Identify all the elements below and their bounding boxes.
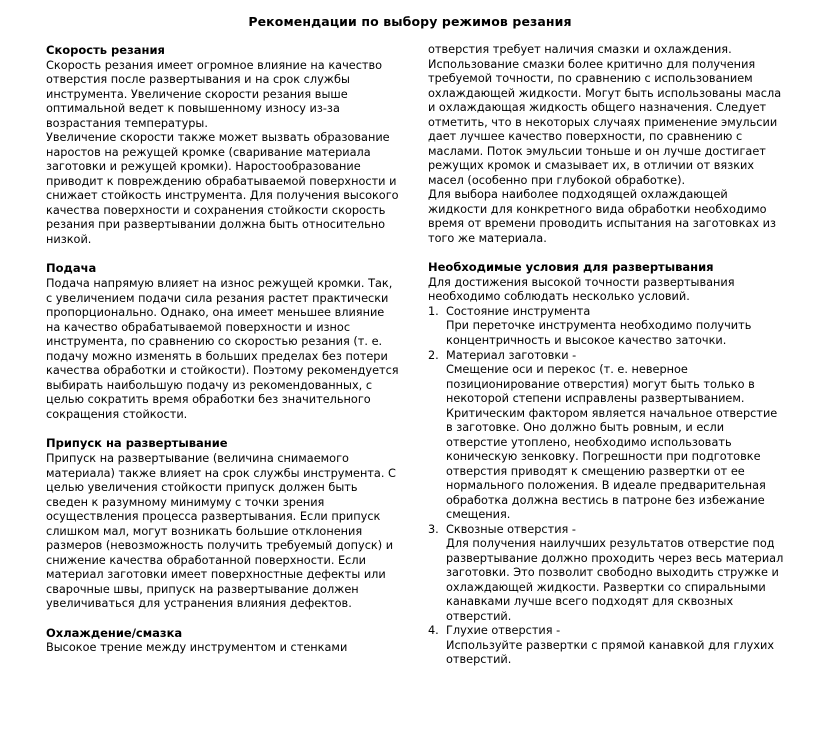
right-column	[428, 43, 784, 668]
list-item	[428, 624, 784, 668]
section-reaming-allowance	[46, 436, 402, 611]
list-item-body: Смещение оси и перекос (т. е. неверное позиционирование отверстия) могут быть только в некоторой степени исправлены развертыванием. Критическим фактором является начальное отверстие в заготовке. Оно должно быть ровным, и если отверстие утоплено, необходимо использовать коническую зенковку. Погрешности при подготовке отверстия приводят к смещению развертки от ее нормального положения. В идеале предварительная обработка должна вестись в патроне без избежание смещения.	[446, 363, 778, 522]
paragraph: Подача напрямую влияет на износ режущей кромки. Так, с увеличением подачи сила резания растет практически пропорционально. Однако, она имеет меньшее влияние на качество обрабатываемой поверхности и износ инструмента, по сравнению со скоростью резания (т. е. подачу можно изменять в больших пределах без потери качества обработки и стойкости). Поэтому рекомендуется выбирать наибольшую подачу из рекомендованных, с целью сократить время обработки без значительного сокращения стойкости.	[46, 277, 399, 421]
list-item-title: Материал заготовки -	[446, 348, 577, 362]
left-column	[46, 43, 402, 656]
list-item-title: Сквозные отверстия -	[446, 522, 577, 536]
paragraph-intro: Для достижения высокой точности развертывания необходимо соблюдать несколько условий.	[428, 275, 735, 304]
conditions-list	[428, 305, 784, 668]
section-heading: Необходимые условия для развертывания	[428, 260, 714, 275]
list-item-body: Используйте развертки с прямой канавкой для глухих отверстий.	[446, 638, 775, 667]
list-item-number: 2.	[428, 348, 439, 362]
list-item-title: Глухие отверстия -	[446, 624, 561, 638]
paragraph: Припуск на развертывание (величина снимаемого материала) также влияет на срок службы инструмента. С целью увеличения стойкости припуск должен быть сведен к разумному минимуму с точки зрения осуществления процесса развертывания. Если припуск слишком мал, могут возникать большие отклонения размеров (невозможность получить требуемый допуск) и снижение качества обработанной поверхности. Если материал заготовки имеет поверхностные дефекты или сварочные швы, припуск на развертывание должен увеличиваться для устранения влияния дефектов.	[46, 452, 396, 611]
list-item-number: 4.	[428, 624, 439, 638]
section-cooling-lubrication	[46, 626, 402, 656]
paragraph: Высокое трение между инструментом и стенками	[46, 641, 348, 655]
section-cooling-continuation	[428, 43, 784, 246]
page-title: Рекомендации по выбору режимов резания	[248, 14, 572, 29]
list-item	[428, 523, 784, 625]
section-cutting-speed	[46, 43, 402, 247]
list-item-body: При переточке инструмента необходимо получить концентричность и высокое качество заточки.	[446, 319, 752, 347]
list-item	[428, 305, 784, 349]
paragraph: отверстия требует наличия смазки и охлаждения. Использование смазки более критично для получения требуемой точности, по сравнению с использованием охлаждающей жидкости. Могут быть использованы масла и охлаждающая жидкость общего назначения. Следует отметить, что в некоторых случаях применение эмульсии дает лучшее качество поверхности, по сравнению с маслами. Поток эмульсии тоньше и он лучше достигает режущих кромок и смазывает их, в отличии от вязких масел (особенно при глубокой обработке).	[428, 43, 782, 187]
section-heading: Охлаждение/смазка	[46, 625, 183, 640]
two-column-layout	[46, 43, 784, 668]
list-item-title: Состояние инструмента	[446, 304, 591, 318]
section-heading: Скорость резания	[46, 43, 165, 57]
section-required-conditions	[428, 260, 784, 668]
section-heading: Подача	[46, 261, 97, 276]
list-item-body: Для получения наилучших результатов отверстие под развертывание должно проходить через весь материал заготовки. Это позволит свободно выходить стружке и охлаждающей жидкости. Развертки со спиральными канавками лучше всего подходят для сквозных отверстий.	[446, 537, 784, 623]
section-feed	[46, 261, 402, 422]
paragraph: Для выбора наиболее подходящей охлаждающей жидкости для конкретного вида обработки необходимо время от времени проводить испытания на заготовках из того же материала.	[428, 188, 777, 245]
paragraph: Скорость резания имеет огромное влияние на качество отверстия после развертывания и на срок службы инструмента. Увеличение скорости резания выше оптимальной ведет к повышенному износу из-за возрастания температуры.	[46, 58, 383, 130]
list-item-number: 1.	[428, 304, 439, 318]
section-heading: Припуск на развертывание	[46, 436, 228, 451]
paragraph: Увеличение скорости также может вызвать образование наростов на режущей кромке (сваривание материала заготовки и режущей кромки). Наростообразование приводит к повреждению обрабатываемой поверхности и снижает стойкость инструмента. Для получения высокого качества поверхности и сохранения стойкости скорость резания при развертывании должна быть относительно низкой.	[46, 131, 399, 246]
list-item-number: 3.	[428, 522, 439, 536]
list-item	[428, 349, 784, 523]
